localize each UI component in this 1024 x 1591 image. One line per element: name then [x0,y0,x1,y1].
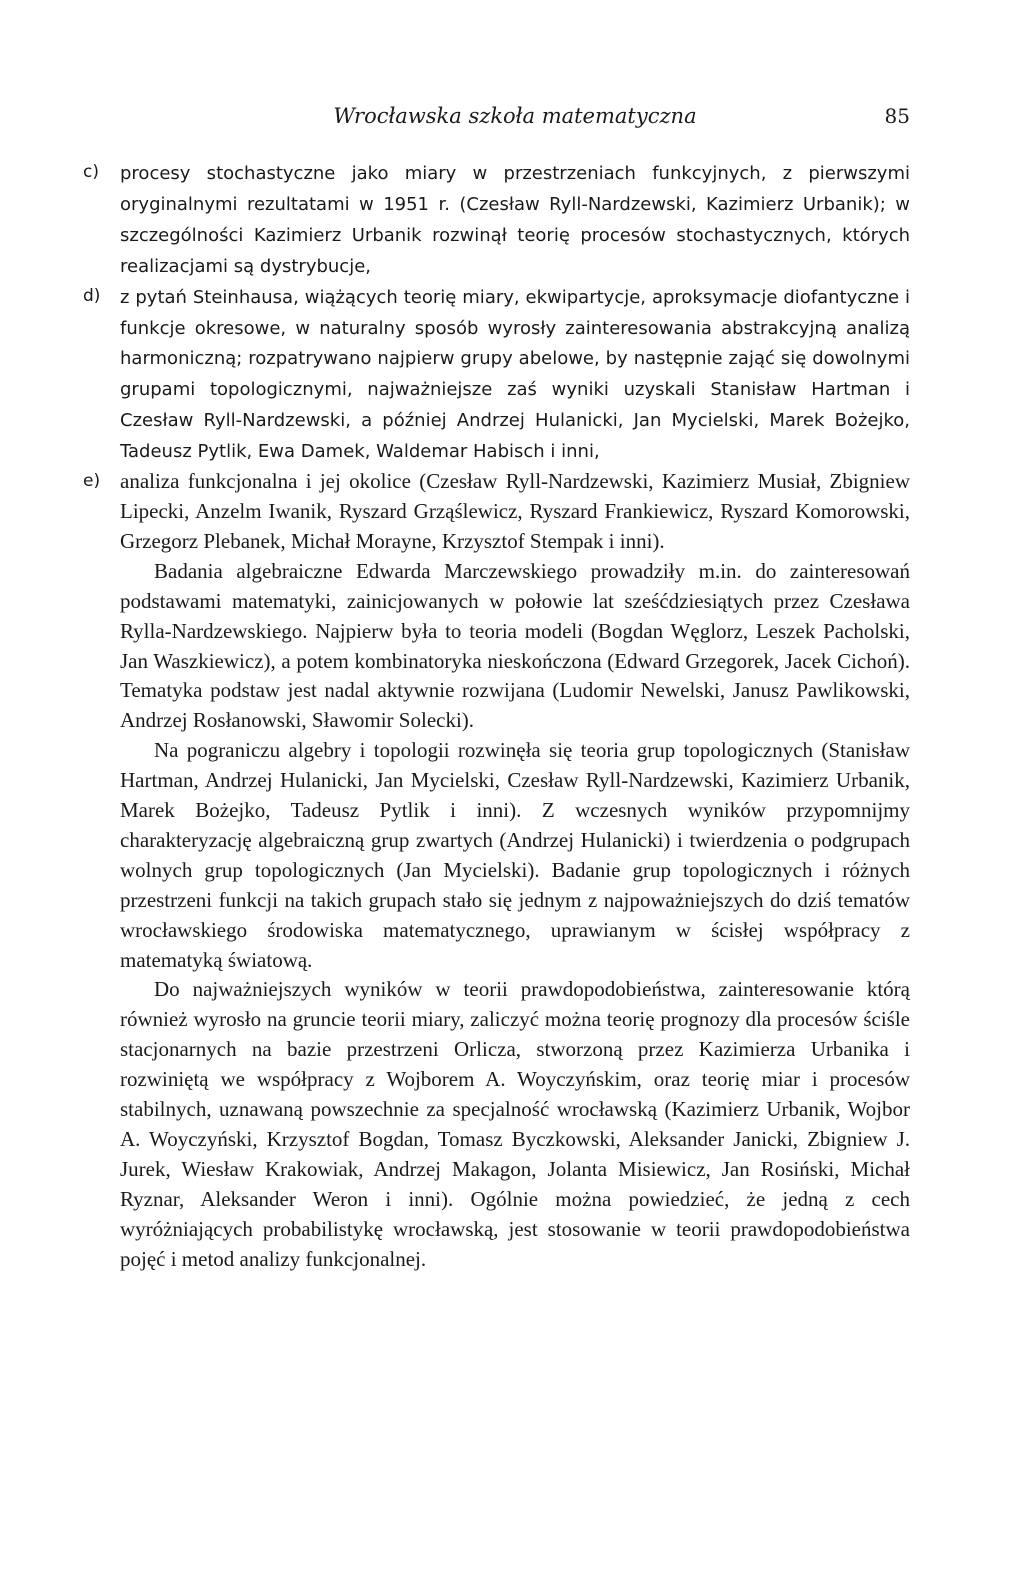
list-item [83,158,910,282]
paragraph: Na pograniczu algebry i topologii rozwinęła się teoria grup topologicznych (Stanisław Hartman, Andrzej Hulanicki, Jan Mycielski, Czesław Ryll-Nardzewski, Kazimierz Urbanik, Marek Bożejko, Tadeusz Pytlik i inni). Z wczesnych wyników przypomnijmy charakteryzację algebraiczną grup zwartych (Andrzej Hulanicki) i twierdzenia o podgrupach wolnych grup topologicznych (Jan Mycielski). Badanie grup topologicznych i różnych przestrzeni funkcji na takich grupach stało się jednym z najpoważniejszych do dziś tematów wrocławskiego środowiska matematycznego, uprawianym w ścisłej współpracy z matematyką światową. [120,738,910,972]
running-head: Wrocławska szkoła matematyczna [333,104,697,128]
paragraph: Badania algebraiczne Edwarda Marczewskiego prowadziły m.in. do zainteresowań podstawami matematyki, zainicjowanych w połowie lat sześćdziesiątych przez Czesława Rylla-Nardzewskiego. Najpierw była to teoria modeli (Bogdan Węglorz, Leszek Pacholski, Jan Waszkiewicz), a potem kombinatoryka nieskończona (Edward Grzegorek, Jacek Cichoń). Tematyka podstaw jest nadal aktywnie rozwijana (Ludomir Newelski, Janusz Pawlikowski, Andrzej Rosłanowski, Sławomir Solecki). [120,558,910,733]
body-text [83,158,910,1275]
list-item-text: z pytań Steinhausa, wiążących teorię miary, ekwipartycje, aproksymacje diofantyczne i funkcje okresowe, w naturalny sposób wyrosły zainteresowania abstrakcyjną analizą harmoniczną; rozpatrywano najpierw grupy abelowe, by następnie zająć się dowolnymi grupami topologicznymi, najważniejsze zaś wyniki uzyskali Stanisław Hartman i Czesław Ryll-Nardzewski, a później Andrzej Hulanicki, Jan Mycielski, Marek Bożejko, Tadeusz Pytlik, Ewa Damek, Waldemar Habisch i inni, [120,286,910,463]
list-marker: e) [83,471,101,492]
list-marker: c) [83,162,99,182]
list-marker: d) [83,285,101,306]
paragraph: Do najważniejszych wyników w teorii prawdopodobieństwa, zainteresowanie którą również wyrosło na gruncie teorii miary, zaliczyć można teorię prognozy dla procesów ściśle stacjonarnych na bazie przestrzeni Orlicza, stworzoną przez Kazimierza Urbanika i rozwiniętą we współpracy z Wojborem A. Woyczyńskim, oraz teorię miar i procesów stabilnych, uznawaną powszechnie za specjalność wrocławską (Kazimierz Urbanik, Wojbor A. Woyczyński, Krzysztof Bogdan, Tomasz Byczkowski, Aleksander Janicki, Zbigniew J. Jurek, Wiesław Krakowiak, Andrzej Makagon, Jolanta Misiewicz, Jan Rosiński, Michał Ryznar, Aleksander Weron i inni). Ogólnie można powiedzieć, że jedną z cech wyróżniających probabilistykę wrocławską, jest stosowanie w teorii prawdopodobieństwa pojęć i metod analizy funkcjonalnej. [120,977,910,1271]
list-item-text: analiza funkcjonalna i jej okolice (Czesław Ryll-Nardzewski, Kazimierz Musiał, Zbigniew Lipecki, Anzelm Iwanik, Ryszard Grząślewicz, Ryszard Frankiewicz, Ryszard Komorowski, Grzegorz Plebanek, Michał Morayne, Krzysztof Stempak i inni). [120,469,910,553]
list-item [83,282,910,467]
page-header [120,101,910,131]
list-item [83,467,910,557]
list-item-text: procesy stochastyczne jako miary w przestrzeniach funkcyjnych, z pierwszymi oryginalnymi rezultatami w 1951 r. (Czesław Ryll-Nardzewski, Kazimierz Urbanik); w szczególności Kazimierz Urbanik rozwinął teorię procesów stochastycznych, których realizacjami są dystrybucje, [120,163,910,277]
page-number: 85 [884,104,910,128]
